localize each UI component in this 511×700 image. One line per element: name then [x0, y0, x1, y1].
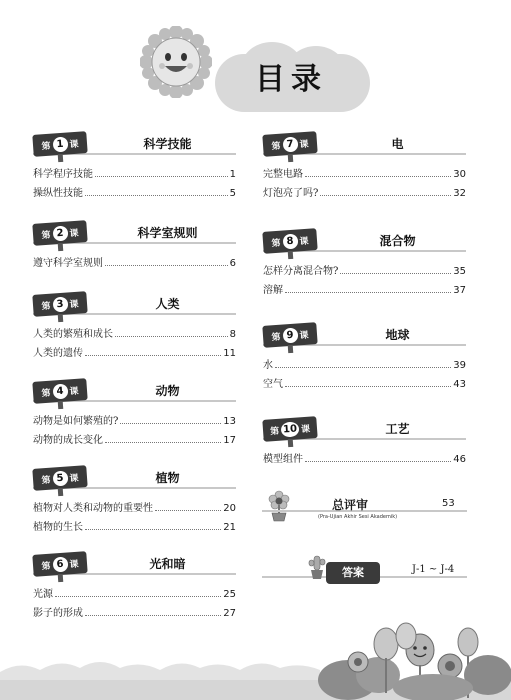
lesson-title: 植物	[155, 471, 180, 485]
toc-entry[interactable]: 空气 43	[263, 379, 466, 390]
lesson-5	[33, 467, 236, 537]
lesson-10	[263, 418, 466, 469]
toc-entry[interactable]: 灯泡亮了吗? 32	[263, 188, 466, 199]
lesson-title: 地球	[385, 328, 410, 342]
lesson-title: 电	[391, 137, 404, 151]
lesson-tag: 第 1 课	[32, 131, 87, 157]
flowers-illustration	[318, 620, 511, 700]
review-section[interactable]	[262, 492, 462, 528]
lesson-title: 人类	[155, 297, 180, 311]
lesson-title: 工艺	[385, 422, 410, 436]
toc-entry[interactable]: 动物的成长变化 17	[33, 435, 236, 446]
toc-entry[interactable]: 溶解 37	[263, 285, 466, 296]
toc-entry[interactable]: 人类的繁殖和成长 8	[33, 329, 236, 340]
lesson-title: 动物	[155, 384, 180, 398]
lesson-2	[33, 222, 236, 273]
toc-entry[interactable]: 完整电路 30	[263, 169, 466, 180]
lesson-title: 科学室规则	[137, 226, 198, 240]
toc-entry[interactable]: 人类的遗传 11	[33, 348, 236, 359]
toc-entry[interactable]: 光源 25	[33, 589, 236, 600]
toc-entry[interactable]: 动物是如何繁殖的? 13	[33, 416, 236, 427]
lesson-title: 混合物	[379, 234, 416, 248]
lesson-tag: 第 9 课	[262, 322, 317, 348]
toc-entry[interactable]: 操纵性技能 5	[33, 188, 236, 199]
cactus-pot-icon	[308, 554, 326, 580]
review-page: 53	[442, 498, 455, 509]
lesson-6	[33, 553, 236, 623]
answer-badge: 答案	[326, 562, 380, 584]
review-title: 总评审	[332, 498, 369, 512]
lesson-title: 光和暗	[149, 557, 186, 571]
review-subtitle: (Pra-Ujian Akhir Sesi Akademik)	[318, 514, 398, 520]
lesson-tag: 第 3 课	[32, 291, 87, 317]
toc-entry[interactable]: 植物的生长 21	[33, 522, 236, 533]
lesson-4	[33, 380, 236, 450]
lesson-title: 科学技能	[143, 137, 192, 151]
toc-entry[interactable]: 模型组件 46	[263, 454, 466, 465]
lesson-1	[33, 133, 236, 203]
lesson-tag: 第 2 课	[32, 220, 87, 246]
toc-entry[interactable]: 科学程序技能 1	[33, 169, 236, 180]
lesson-tag: 第 4 课	[32, 378, 87, 404]
toc-entry[interactable]: 影子的形成 27	[33, 608, 236, 619]
lesson-7	[263, 133, 466, 203]
lesson-tag: 第 5 课	[32, 465, 87, 491]
lesson-8	[263, 230, 466, 300]
toc-entry[interactable]: 遵守科学室规则 6	[33, 258, 236, 269]
smiling-sun-icon	[140, 26, 212, 98]
lesson-tag: 第 7 课	[262, 131, 317, 157]
toc-entry[interactable]: 水 39	[263, 360, 466, 371]
toc-entry[interactable]: 植物对人类和动物的重要性 20	[33, 503, 236, 514]
toc-entry[interactable]: 怎样分离混合物? 35	[263, 266, 466, 277]
answer-pages: J-1 ~ J-4	[412, 564, 455, 575]
page-title: 目录	[255, 62, 327, 97]
lesson-tag: 第 10 课	[262, 416, 317, 442]
answer-section[interactable]	[262, 556, 467, 584]
lesson-tag: 第 8 课	[262, 228, 317, 254]
lesson-3	[33, 293, 236, 363]
lesson-tag: 第 6 课	[32, 551, 87, 577]
lesson-9	[263, 324, 466, 394]
